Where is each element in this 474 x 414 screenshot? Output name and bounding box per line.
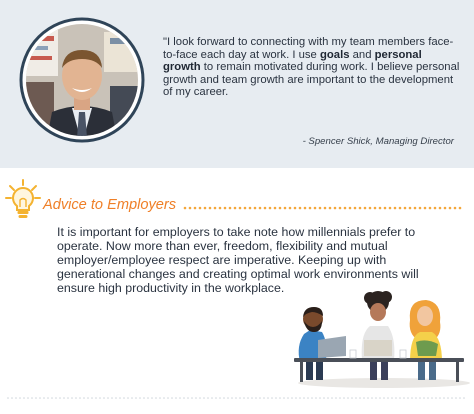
lightbulb-icon [5,178,41,220]
team-working-illustration [292,290,470,390]
quote-text-3: to remain motivated during work. I believe personal growth and team growth are important to the development of my career. [163,61,460,99]
quote-text-2: and [349,48,375,61]
advice-body: It is important for employers to take note how millennials prefer to operate. Now more than ever, freedom, flexibility and mutual employer/employee respect are imperative. Keeping up with generational changes and creating optimal work environments will ensure high productivity in the workplace. [57,225,419,296]
quote-emphasis-goals: goals [319,48,350,61]
advice-heading: Advice to Employers [43,197,177,213]
testimonial-quote [163,36,461,99]
quote-attribution: - Spencer Shick, Managing Director [302,136,454,147]
heading-dotted-rule [183,206,465,210]
footer-dotted-rule [6,396,468,400]
quote-text-1: "I look forward to connecting with my team members face-to-face each day at work. I use [163,36,454,61]
portrait-photo [18,16,146,144]
quote-emphasis-personal-growth: personal growth [163,48,422,74]
